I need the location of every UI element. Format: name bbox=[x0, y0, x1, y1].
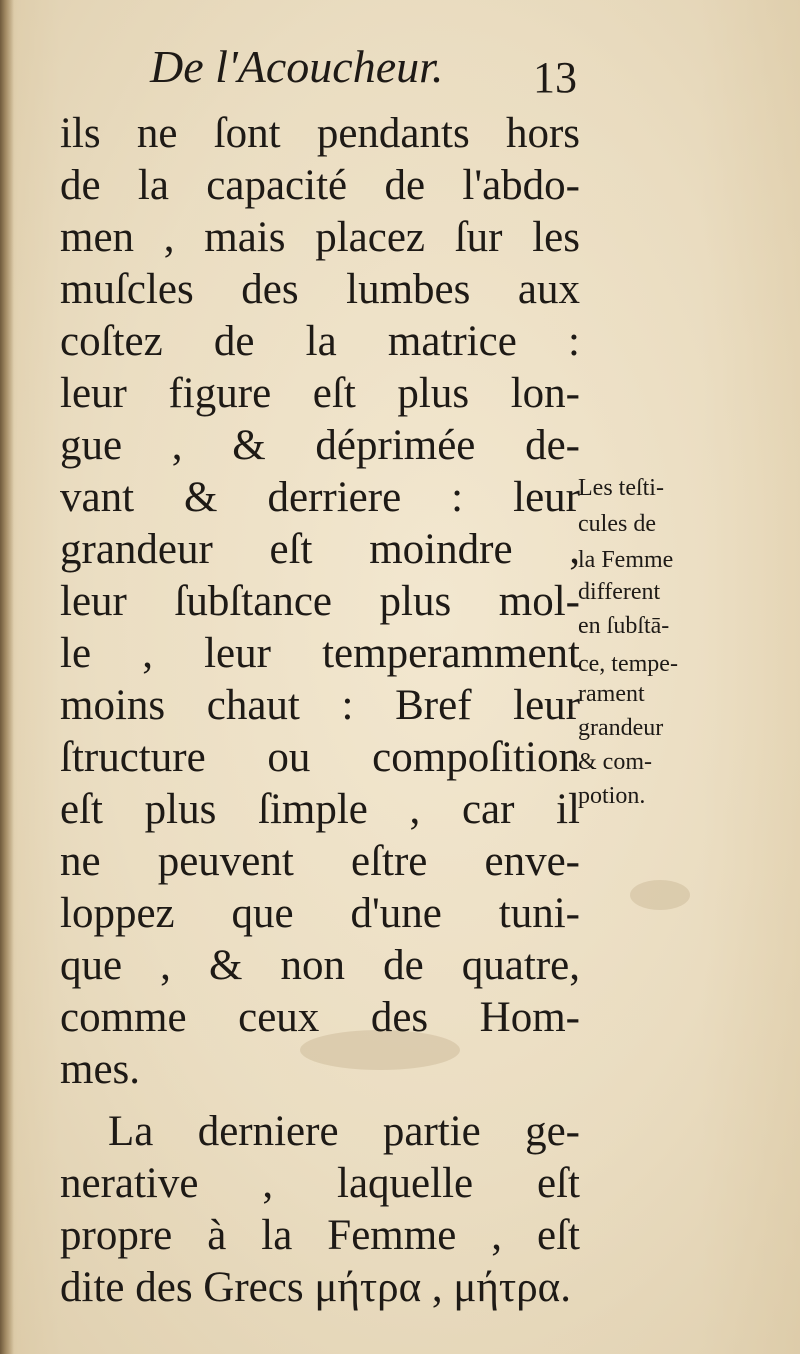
page-number: 13 bbox=[533, 53, 577, 102]
text-line: gue , & déprimée de- bbox=[60, 422, 580, 469]
margin-note-line: & com- bbox=[578, 749, 652, 775]
text-line: propre à la Femme , eſt bbox=[60, 1212, 580, 1259]
text-line: mes. bbox=[60, 1046, 141, 1093]
page-header bbox=[0, 40, 800, 110]
text-line-greek: dite des Grecs μήτρα , μήτρα. bbox=[60, 1264, 571, 1311]
text-line: men , mais placez ſur les bbox=[60, 214, 580, 261]
paragraph-first-line: La derniere partie ge- bbox=[108, 1108, 580, 1155]
paper-stain bbox=[630, 880, 690, 910]
text-line: moins chaut : Bref leur bbox=[60, 682, 580, 729]
margin-note-line: different bbox=[578, 579, 661, 605]
text-line: eſt plus ſimple , car il bbox=[60, 786, 580, 833]
text-line: ils ne ſont pendants hors bbox=[60, 110, 580, 157]
text-line: loppez que d'une tuni- bbox=[60, 890, 580, 937]
text-line: leur ſubſtance plus mol- bbox=[60, 578, 580, 625]
text-line: nerative , laquelle eſt bbox=[60, 1160, 580, 1207]
text-line: leur figure eſt plus lon- bbox=[60, 370, 580, 417]
page-binding-edge bbox=[0, 0, 14, 1354]
text-line: grandeur eſt moindre , bbox=[60, 526, 580, 573]
text-line: comme ceux des Hom- bbox=[60, 994, 580, 1041]
margin-note-line: Les teſti- bbox=[578, 475, 664, 501]
margin-note-line: grandeur bbox=[578, 715, 664, 741]
text-line: le , leur temperamment bbox=[60, 630, 580, 677]
text-line: muſcles des lumbes aux bbox=[60, 266, 580, 313]
margin-note-line: la Femme bbox=[578, 547, 674, 573]
text-line: coſtez de la matrice : bbox=[60, 318, 580, 365]
margin-note-line: en ſubſtā- bbox=[578, 613, 670, 639]
margin-note-line: cules de bbox=[578, 511, 656, 537]
margin-note-line: rament bbox=[578, 681, 645, 707]
text-line: ne peuvent eſtre enve- bbox=[60, 838, 580, 885]
margin-note-line: potion. bbox=[578, 783, 646, 809]
margin-note-line: ce, tempe- bbox=[578, 651, 678, 677]
text-line: que , & non de quatre, bbox=[60, 942, 580, 989]
running-head: De l'Acoucheur. bbox=[150, 41, 444, 92]
text-line: ſtructure ou compoſition bbox=[60, 734, 580, 781]
text-line: vant & derriere : leur bbox=[60, 474, 580, 521]
text-line: de la capacité de l'abdo- bbox=[60, 162, 580, 209]
